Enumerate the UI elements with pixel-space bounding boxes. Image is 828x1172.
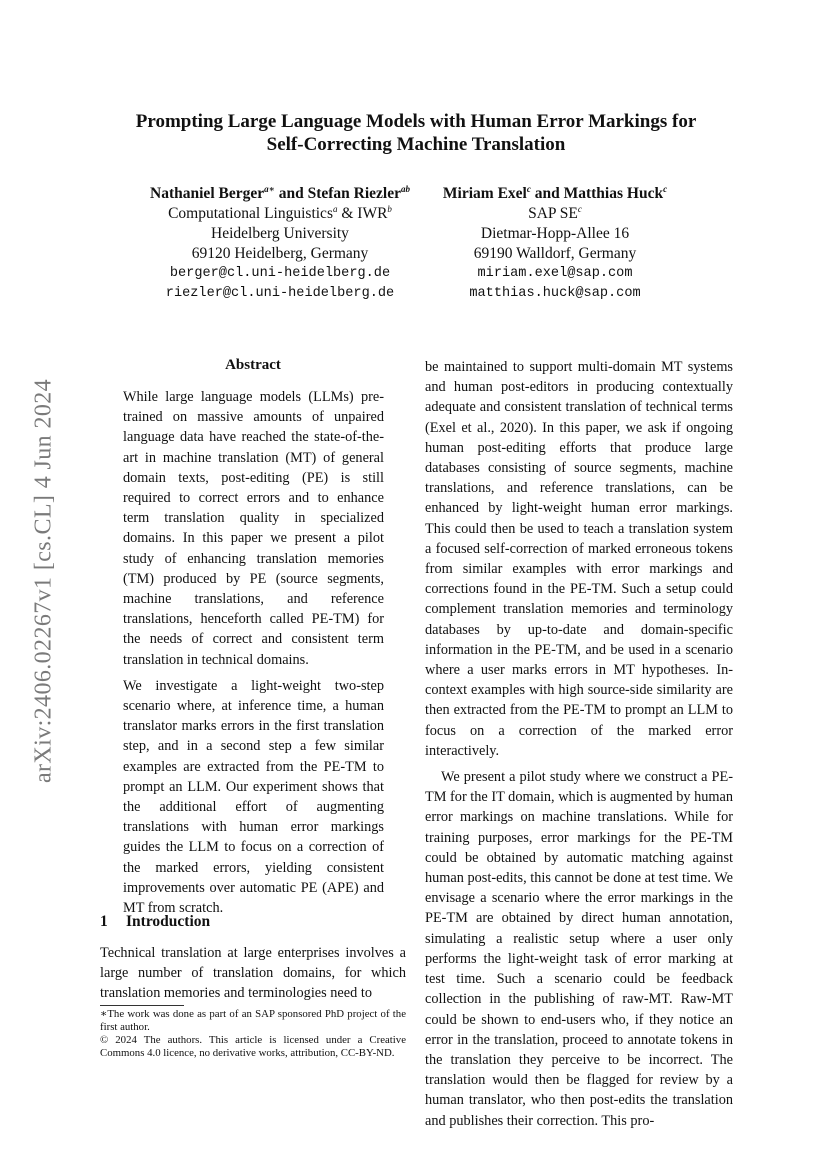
author-address-2: 69190 Walldorf, Germany bbox=[473, 245, 637, 262]
author-street-2: Dietmar-Hopp-Allee 16 bbox=[480, 225, 630, 242]
abstract-body bbox=[123, 387, 384, 924]
arxiv-stamp bbox=[32, 350, 56, 812]
footnote-1: ∗The work was done as part of an SAP sponsored PhD project of the first author. bbox=[100, 1008, 406, 1033]
author-address-1: 69120 Heidelberg, Germany bbox=[191, 245, 369, 262]
author-names-1: Nathaniel Berger$^{a∗}$ and Stefan Riezler$^{ab}$ bbox=[150, 183, 410, 202]
title-line-1: Prompting Large Language Models with Human Error Markings for bbox=[135, 111, 697, 132]
footnote-2: © 2024 The authors. This article is licensed under a Creative Commons 4.0 licence, no derivative works, attribution, CC-BY-ND. bbox=[100, 1034, 406, 1059]
author-email-1a[interactable]: berger@cl.uni-heidelberg.de bbox=[169, 266, 391, 281]
intro-paragraph-1: Technical translation at large enterprises involves a large number of translation domains, for which translation memories and terminologies need to bbox=[100, 945, 406, 1002]
author-university-1: Heidelberg University bbox=[211, 225, 349, 242]
paper-title bbox=[60, 110, 772, 156]
title-line-2: Self-Correcting Machine Translation bbox=[266, 134, 566, 155]
introduction-body bbox=[100, 943, 406, 1004]
abstract-paragraph-2: We investigate a light-weight two-step scenario where, at inference time, a human translator marks errors in the first translation step, and in a second step a few similar examples are extracted from the PE-TM to prompt an LLM. Our experiment shows that the additional effort of augmenting translations with human error markings guides the LLM to focus on a correction of the marked errors, yielding consistent improvements over automatic PE (APE) and MT from scratch. bbox=[123, 677, 384, 917]
author-block-2 bbox=[430, 184, 680, 304]
author-block-1 bbox=[130, 184, 430, 304]
author-email-2a[interactable]: miriam.exel@sap.com bbox=[477, 266, 633, 281]
right-paragraph-1: be maintained to support multi-domain MT systems and human post-editors in producing contextually adequate and consistent translation of technical terms (Exel et al., 2020). In this paper, we ask if ongoing human post-editing efforts that produce large databases consisting of source segments, machine translations, and reference translations, can be enhanced by light-weight human error markings. This could then be used to teach a translation system a focused self-correction of marked erroneous tokens from similar examples with error markings and corrections found in the PE-TM. Such a setup could complement translation memories and terminology databases by up-to-date and domain-specific information in the PE-TM, and be used in a scenario where a user marks errors in MT hypotheses. In-context examples with high source-side similarity are then extracted from the PE-TM to prompt an LLM to focus on a correction of the marked error interactively. bbox=[425, 359, 733, 759]
arxiv-stamp-text: arXiv:2406.02267v1 [cs.CL] 4 Jun 2024 bbox=[30, 378, 57, 784]
author-affiliation-1: Computational Linguistics$^a$ & IWR$^b$ bbox=[168, 203, 392, 222]
footnote-rule bbox=[100, 1005, 184, 1006]
abstract-paragraph-1: While large language models (LLMs) pre-trained on massive amounts of unpaired language data have reached the state-of-the-art in machine translation (MT) of general domain texts, post-editing (PE) is still required to correct errors and to enhance term translation quality in specialized domains. In this paper we present a pilot study of enhancing translation memories (TM) produced by PE (source segments, machine translations, and reference translations, henceforth called PE-TM) for the needs of correct and consistent term translation in technical domains. bbox=[123, 389, 384, 668]
section-number: 1 bbox=[100, 913, 108, 930]
author-email-2b[interactable]: matthias.huck@sap.com bbox=[469, 286, 641, 301]
author-names-2: Miriam Exel$^c$ and Matthias Huck$^c$ bbox=[442, 183, 668, 202]
author-email-1b[interactable]: riezler@cl.uni-heidelberg.de bbox=[165, 286, 395, 301]
section-heading-introduction bbox=[100, 913, 406, 931]
right-column-body bbox=[425, 357, 733, 1131]
abstract-heading: Abstract bbox=[225, 357, 281, 373]
right-paragraph-2: We present a pilot study where we construct a PE-TM for the IT domain, which is augmented by human error markings on machine translations. While for training purposes, error markings for the PE-TM could be obtained by automatic matching against human post-edits, this cannot be done at test time. We envisage a scenario where the error markings in the PE-TM are obtained by direct human annotation, simulating a realistic setup where a user only performs the light-weight task of error marking at test time. Such a scenario could be feedback collection in the publishing of raw-MT. Raw-MT could be shown to end-users who, if they notice an error in the translation, proceed to annotate tokens in the translation they perceive to be incorrect. The translation would then be flagged for review by a human translator, who then post-edits the translation and publishes their correction. This pro- bbox=[425, 769, 733, 1129]
author-affiliation-2: SAP $SE^c$ bbox=[528, 203, 582, 222]
section-title: Introduction bbox=[126, 913, 211, 930]
footnotes bbox=[100, 1008, 406, 1060]
